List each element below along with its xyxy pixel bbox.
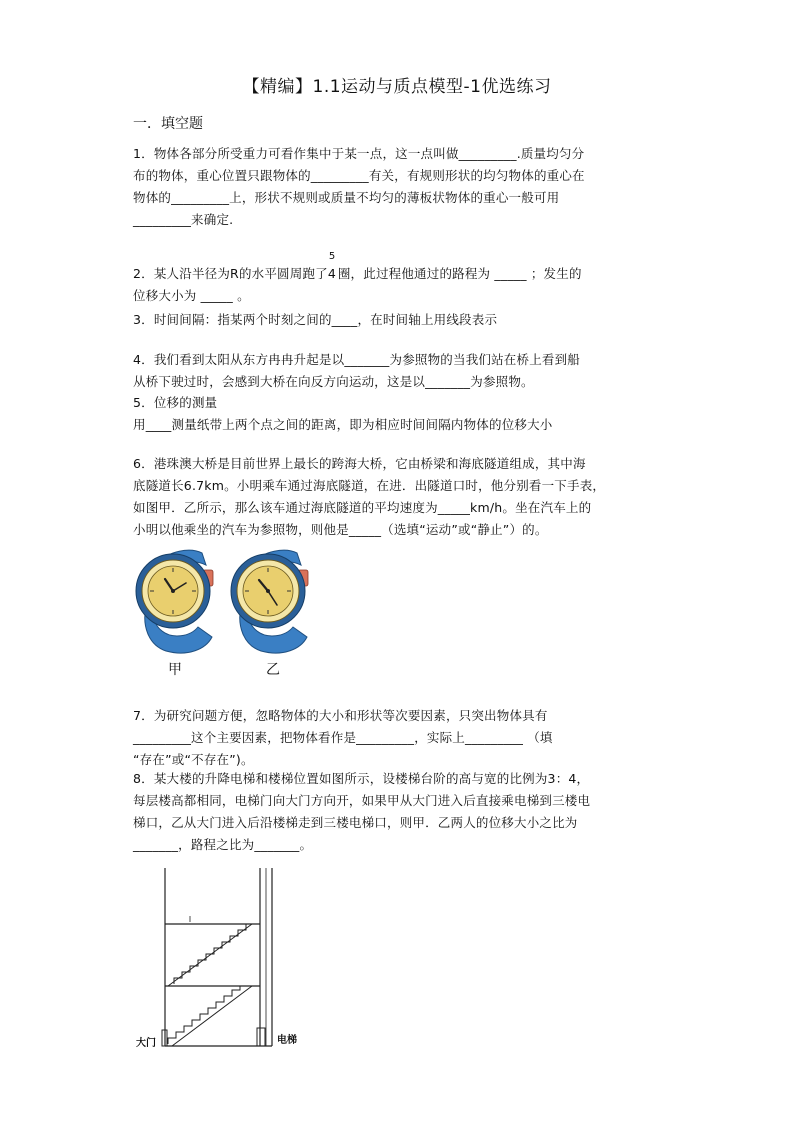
watch-left xyxy=(136,550,213,653)
building-diagram xyxy=(160,866,280,1050)
question-2 xyxy=(133,251,665,307)
question-4-line-1: 4．我们看到太阳从东方冉冉升起是以_______为参照物的当我们站在桥上看到船 xyxy=(133,352,581,367)
question-7-line-1: 7．为研究问题方便，忽略物体的大小和形状等次要因素，只突出物体具有 xyxy=(133,708,548,723)
question-5-line-1: 5．位移的测量 xyxy=(133,395,218,410)
question-4 xyxy=(133,349,665,393)
fraction-denominator: 4 xyxy=(327,266,336,281)
question-2-line-2: 位移大小为 _____ 。 xyxy=(133,288,250,303)
fraction xyxy=(327,251,338,285)
question-7-line-3: “存在”或“不存在”)。 xyxy=(133,752,254,767)
question-1-line-2: 布的物体，重心位置只跟物体的_________有关，有规则形状的均匀物体的重心在 xyxy=(133,168,585,183)
question-6-line-3: 如图甲．乙所示，那么该车通过海底隧道的平均速度为_____km/h。坐在汽车上的 xyxy=(133,500,592,515)
question-1-line-1: 1．物体各部分所受重力可看作集中于某一点，这一点叫做_________.质量均匀分 xyxy=(133,146,585,161)
question-3-line-1: 3．时间间隔：指某两个时刻之间的____，在时间轴上用线段表示 xyxy=(133,312,498,327)
question-6-line-1: 6．港珠澳大桥是目前世界上最长的跨海大桥，它由桥梁和海底隧道组成，其中海 xyxy=(133,456,586,471)
question-2-text-pre: 2．某人沿半径为R的水平圆周跑了 xyxy=(133,266,328,281)
question-5 xyxy=(133,392,665,436)
question-5-line-2: 用____测量纸带上两个点之间的距离，即为相应时间间隔内物体的位移大小 xyxy=(133,417,553,432)
question-8 xyxy=(133,768,665,856)
question-2-text-post: 圈，此过程他通过的路程为 _____ ；发生的 xyxy=(337,266,582,281)
question-8-line-3: 梯口，乙从大门进入后沿楼梯走到三楼电梯口，则甲．乙两人的位移大小之比为 xyxy=(133,815,578,830)
fraction-numerator: 5 xyxy=(328,251,336,262)
door-label: 大门 xyxy=(136,1038,156,1049)
question-7 xyxy=(133,705,665,771)
question-2-line-1 xyxy=(133,251,665,285)
question-4-line-2: 从桥下驶过时，会感到大桥在向反方向运动，这是以_______为参照物。 xyxy=(133,374,534,389)
question-1-line-4: _________来确定. xyxy=(133,212,234,227)
document-title: 【精编】1.1运动与质点模型-1优选练习 xyxy=(242,77,552,97)
question-3 xyxy=(133,309,665,331)
section-heading: 一．填空题 xyxy=(133,116,203,132)
question-8-line-4: _______，路程之比为_______。 xyxy=(133,837,313,852)
question-6-line-4: 小明以他乘坐的汽车为参照物，则他是_____（选填“运动”或“静止”）的。 xyxy=(133,522,548,537)
watch-right-label: 乙 xyxy=(266,662,280,678)
question-1 xyxy=(133,143,665,231)
question-1-line-3: 物体的_________上，形状不规则或质量不均匀的薄板状物体的重心一般可用 xyxy=(133,190,560,205)
watches-figure xyxy=(128,545,328,657)
question-8-line-1: 8．某大楼的升降电梯和楼梯位置如图所示，设楼梯台阶的高与宽的比例为3：4， xyxy=(133,771,590,786)
question-6 xyxy=(133,453,665,541)
question-7-line-2: _________这个主要因素，把物体看作是_________，实际上_________ （填 xyxy=(133,730,553,745)
elevator-label: 电梯 xyxy=(277,1035,297,1046)
watch-right xyxy=(231,550,308,653)
watch-left-label: 甲 xyxy=(168,662,182,678)
question-6-line-2: 底隧道长6.7km。小明乘车通过海底隧道，在进．出隧道口时，他分别看一下手表， xyxy=(133,478,606,493)
question-8-line-2: 每层楼高都相同，电梯门向大门方向开，如果甲从大门进入后直接乘电梯到三楼电 xyxy=(133,793,591,808)
